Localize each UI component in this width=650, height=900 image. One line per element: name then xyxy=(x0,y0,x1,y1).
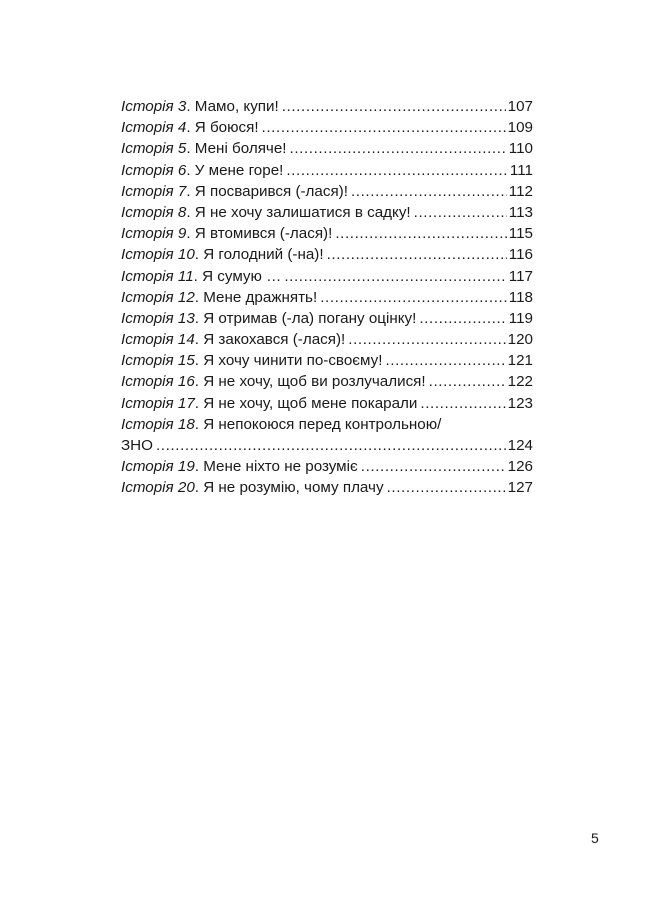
toc-page-number: 110 xyxy=(508,140,533,158)
toc-page-number: 118 xyxy=(508,288,533,306)
dot-leader xyxy=(361,456,506,477)
story-label: Історія 20 xyxy=(121,479,195,497)
story-title: . Я непокоюся перед контрольною/ xyxy=(194,415,442,433)
story-label: Історія 15 xyxy=(121,352,195,370)
story-title: . Я закохався (-лася)! xyxy=(194,331,346,349)
toc-entry-text xyxy=(121,223,332,244)
dot-leader xyxy=(156,435,506,456)
story-label: Історія 7 xyxy=(121,182,187,200)
dot-leader xyxy=(351,181,507,202)
dot-leader xyxy=(414,202,507,223)
story-title: . Мамо, купи! xyxy=(186,98,279,115)
toc-page-number: 117 xyxy=(508,267,533,285)
story-title: . Мене ніхто не розуміє xyxy=(194,458,358,476)
story-label: Історія 9 xyxy=(121,225,187,243)
story-label: Історія 19 xyxy=(121,458,195,476)
story-title: . Я голодний (-на)! xyxy=(194,246,324,264)
dot-leader xyxy=(290,138,507,159)
toc-page-number: 119 xyxy=(508,309,533,327)
story-label: Історія 11 xyxy=(121,267,194,285)
toc-entry[interactable] xyxy=(121,266,533,287)
story-title: . Я не хочу залишатися в садку! xyxy=(186,203,411,221)
story-label: Історія 4 xyxy=(121,119,187,137)
toc-entry-text xyxy=(121,96,279,117)
story-label: Історія 8 xyxy=(121,203,187,221)
dot-leader xyxy=(348,329,505,350)
dot-leader xyxy=(420,393,505,414)
toc-entry[interactable] xyxy=(121,202,533,223)
story-title: . Я сумую … xyxy=(193,267,282,285)
story-title: . Мене дражнять! xyxy=(194,288,318,306)
toc-entry-text xyxy=(121,202,411,223)
toc-entry-text xyxy=(121,456,358,477)
dot-leader xyxy=(419,308,506,329)
story-label: Історія 17 xyxy=(121,394,195,412)
toc-page-number: 124 xyxy=(507,437,533,454)
toc-page-number: 120 xyxy=(507,331,533,349)
toc-entry-text xyxy=(121,414,441,435)
dot-leader xyxy=(282,96,506,117)
story-title: . Мені боляче! xyxy=(186,140,287,158)
toc-entry[interactable] xyxy=(121,244,533,265)
toc-entry-continuation[interactable] xyxy=(121,435,533,456)
toc-entry[interactable] xyxy=(121,456,533,477)
toc-page-number: 107 xyxy=(507,98,533,115)
story-label: Історія 5 xyxy=(121,140,187,158)
story-label: Історія 6 xyxy=(121,161,187,179)
story-title: . Я посварився (-лася)! xyxy=(186,182,348,200)
toc-entry[interactable] xyxy=(121,223,533,244)
toc-entry-text xyxy=(121,371,426,392)
toc-entry-text xyxy=(121,350,382,371)
toc-page-number: 127 xyxy=(507,479,533,497)
toc-entry[interactable] xyxy=(121,308,533,329)
toc-entry[interactable] xyxy=(121,160,533,181)
toc-entry[interactable] xyxy=(121,393,533,414)
toc-page-number: 116 xyxy=(508,246,533,264)
story-label: Історія 18 xyxy=(121,415,195,433)
toc-page-number: 112 xyxy=(508,182,533,200)
toc-page-number: 109 xyxy=(507,119,533,137)
toc-entry-text xyxy=(121,138,287,159)
story-title: . У мене горе! xyxy=(186,161,284,179)
story-label: Історія 13 xyxy=(121,309,195,327)
page-number: 5 xyxy=(591,830,599,846)
dot-leader xyxy=(387,477,506,498)
toc-entry[interactable] xyxy=(121,350,533,371)
story-label: Історія 3 xyxy=(121,98,187,115)
toc-page-number: 122 xyxy=(507,373,533,391)
dot-leader xyxy=(385,350,505,371)
toc-page-number: 126 xyxy=(507,458,533,476)
toc-entry[interactable] xyxy=(121,329,533,350)
dot-leader xyxy=(327,244,507,265)
dot-leader xyxy=(320,287,507,308)
story-label: Історія 10 xyxy=(121,246,195,264)
toc-entry-text: ЗНО xyxy=(121,437,153,454)
story-label: Історія 12 xyxy=(121,288,195,306)
toc-entry[interactable] xyxy=(121,477,533,498)
toc-entry-text xyxy=(121,287,317,308)
dot-leader xyxy=(284,266,506,287)
story-title: . Я втомився (-лася)! xyxy=(186,225,333,243)
story-label: Історія 16 xyxy=(121,373,195,391)
story-title: . Я не хочу, щоб мене покарали xyxy=(194,394,418,412)
toc-entry[interactable] xyxy=(121,138,533,159)
toc-page-number: 113 xyxy=(508,203,533,221)
dot-leader xyxy=(262,117,506,138)
story-label: Історія 14 xyxy=(121,331,195,349)
toc-page-number: 121 xyxy=(507,352,533,370)
toc-entry-text xyxy=(121,160,283,181)
toc-entry[interactable] xyxy=(121,181,533,202)
toc-entry-text xyxy=(121,266,281,287)
story-title: . Я боюся! xyxy=(186,119,259,137)
story-title: . Я отримав (-ла) погану оцінку! xyxy=(194,309,417,327)
toc-entry-text xyxy=(121,393,417,414)
toc-entry-text xyxy=(121,308,416,329)
toc-entry[interactable] xyxy=(121,117,533,138)
dot-leader xyxy=(286,160,508,181)
dot-leader xyxy=(429,371,506,392)
toc-page-number: 111 xyxy=(509,161,533,179)
toc-entry-text xyxy=(121,477,384,498)
toc-entry[interactable] xyxy=(121,96,533,117)
toc-entry[interactable] xyxy=(121,371,533,392)
table-of-contents xyxy=(121,96,533,499)
story-title: . Я не хочу, щоб ви розлучалися! xyxy=(194,373,426,391)
toc-entry-text xyxy=(121,181,348,202)
toc-entry-text xyxy=(121,117,259,138)
toc-page-number: 115 xyxy=(508,225,533,243)
toc-entry[interactable] xyxy=(121,414,533,435)
toc-entry-text xyxy=(121,329,345,350)
story-title: . Я не розумію, чому плачу xyxy=(194,479,384,497)
story-title: . Я хочу чинити по-своєму! xyxy=(194,352,383,370)
toc-entry[interactable] xyxy=(121,287,533,308)
toc-page-number: 123 xyxy=(507,394,533,412)
dot-leader xyxy=(335,223,506,244)
toc-entry-text xyxy=(121,244,324,265)
